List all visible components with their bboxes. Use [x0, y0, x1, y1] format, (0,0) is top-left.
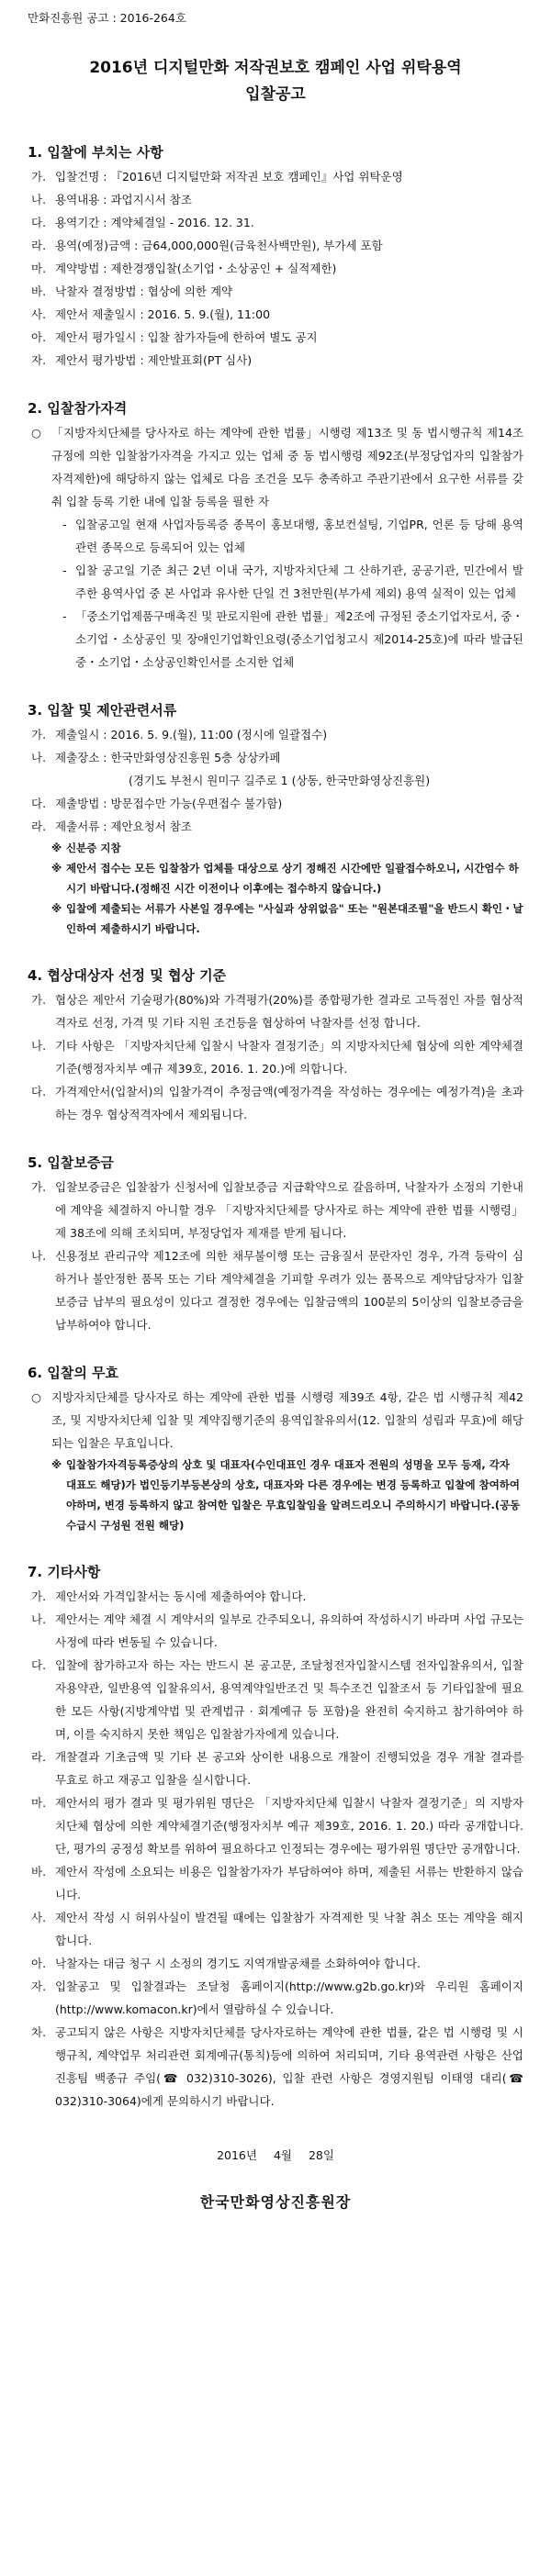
item-text: 개찰결과 기초금액 및 기타 본 공고와 상이한 내용으로 개찰이 진행되었을 경우 개찰 결과를 무효로 하고 재공고 입찰을 실시합니다. [55, 1750, 523, 1787]
lead-text: 지방자치단체를 당사자로 하는 계약에 관한 법률 시행령 제39조 4항, 같은 법 시행규칙 제42조, 및 지방자치단체 입찰 및 계약집행기준의 용역입찰유의서(12. 입찰의 성립과 무효)에 해당되는 입찰은 무효입니다. [51, 1390, 523, 1450]
section-invalid-bid [28, 1362, 523, 1535]
item-list [28, 792, 523, 838]
list-item [28, 211, 523, 234]
item-text: 제안서 제출일시 : 2016. 5. 9.(월), 11:00 [55, 307, 271, 321]
note-marker: ※ [51, 902, 62, 915]
item-marker: 바. [31, 1865, 47, 1879]
item-marker: 라. [31, 820, 47, 833]
item-text: 「중소기업제품구매촉진 및 판로지원에 관한 법률」제2조에 규정된 중소기업자로서, 중・소기업・소상공인 및 장애인기업확인요령(중소기업청고시 제2014-25호)에 따라 발급된 중・소기업・소상공인확인서를 소지한 업체 [75, 609, 523, 669]
item-text: 기타 사항은 「지방자치단체 입찰시 낙찰자 결정기준」의 지방자치단체 협상에 의한 계약체결기준(행정자치부 예규 제39호, 2016. 1. 20.)에 의합니다. [55, 1039, 523, 1076]
notice-date: 2016년 4월 28일 [217, 2148, 334, 2162]
list-item [28, 1608, 523, 1654]
list-item [28, 988, 523, 1034]
item-text: 제안서의 평가 결과 및 평가위원 명단은 「지방자치단체 입찰시 낙찰자 결정기준」의 지방자치단체 협상에 의한 계약체결기준(행정자치부 예규 제39호, 2016. 1. 20.) 따라 공개합니다. 단, 평가의 공정성 확보를 위하여 필요하다고 인정되는 경우에는 평가위원 명단만 공개합니다. [55, 1796, 523, 1856]
list-item [28, 1034, 523, 1080]
circle-bullet: ○ [31, 1390, 41, 1404]
item-text: 입찰공고 및 입찰결과는 조달청 홈페이지(http://www.g2b.go.kr)와 우리원 홈페이지(http://www.komacon.kr)에서 열람하실 수 있습니다. [55, 1979, 523, 2016]
item-marker: 다. [31, 216, 47, 229]
list-item [28, 234, 523, 257]
item-marker: 가. [31, 728, 47, 742]
item-text: 입찰보증금은 입찰참가 신청서에 입찰보증금 지급확약으로 갈음하며, 낙찰자가 소정의 기한내에 계약을 체결하지 아니할 경우 「지방자치단체를 당사자로 하는 계약에 관한 법률 시행령」제 38조에 의해 조치되며, 부정당업자 제재를 받게 됩니다. [55, 1180, 523, 1240]
item-text: 제안서와 가격입찰서는 동시에 제출하여야 합니다. [55, 1589, 307, 1603]
item-text: 제안서 작성에 소요되는 비용은 입찰참가자가 부담하여야 하며, 제출된 서류는 반환하지 않습니다. [55, 1865, 523, 1901]
item-list [28, 1176, 523, 1336]
item-marker: 자. [31, 1979, 47, 1993]
section-bid-bond [28, 1152, 523, 1336]
list-item [59, 605, 523, 674]
sub-item-list [28, 513, 523, 674]
item-marker: 가. [31, 1180, 47, 1194]
list-item [28, 165, 523, 188]
item-marker: 나. [31, 751, 47, 764]
section-heading: 5. 입찰보증금 [28, 1154, 114, 1171]
item-list [28, 165, 523, 372]
item-list [28, 723, 523, 769]
list-item [28, 1585, 523, 1608]
list-item [28, 1176, 523, 1244]
note-marker: ※ [51, 842, 62, 854]
item-text: 제출장소 : 한국만화영상진흥원 5층 상상카페 [55, 751, 281, 764]
list-item [28, 188, 523, 211]
list-item [28, 1975, 523, 2021]
note-text: 신분증 지참 [66, 842, 121, 854]
section-heading: 6. 입찰의 무효 [28, 1365, 119, 1381]
title-line-2: 입찰공고 [245, 85, 306, 104]
item-marker: 나. [31, 1249, 47, 1263]
item-text: 계약방법 : 제한경쟁입찰(소기업・소상공인 + 실적제한) [55, 262, 337, 275]
item-marker: 다. [31, 797, 47, 810]
lead-paragraph [28, 1386, 523, 1455]
note-text: 제안서 접수는 모든 입찰참가 업체를 대상으로 상기 정해진 시간에만 일괄접수하오니, 시간엄수 하시기 바랍니다.(정해진 시간 이전이나 이후에는 접수하지 않습니다.) [66, 862, 519, 895]
note-text: 입찰참가자격등록증상의 상호 및 대표자(수인대표인 경우 대표자 전원의 성명을 모두 등재, 각자 대표도 해당)가 법인등기부등본상의 상호, 대표자와 다른 경우에는 변경 등록하고 입찰에 참여하여야하며, 변경 등록하지 않고 참여한 입찰은 무효입찰임을 알려드리오니 주의하시기 바랍니다.(공동수급시 구성원 전원 해당) [66, 1458, 521, 1532]
item-marker: 사. [31, 1911, 47, 1924]
document-title [28, 55, 523, 108]
item-text: 제안서 작성 시 허위사실이 발견될 때에는 입찰참가 자격제한 및 낙찰 취소 또는 계약을 해지합니다. [55, 1911, 523, 1947]
list-item [28, 1952, 523, 1975]
item-marker: 가. [31, 1589, 47, 1603]
note-text: 입찰에 제출되는 서류가 사본일 경우에는 "사실과 상위없음" 또는 "원본대조필"을 반드시 확인・날인하여 제출하시기 바랍니다. [66, 902, 523, 935]
item-marker: 마. [31, 262, 47, 275]
item-marker: 가. [31, 170, 47, 184]
item-text: 신용정보 관리규약 제12조에 의한 채무불이행 또는 금융질서 문란자인 경우, 가격 등락이 심하거나 불안정한 품목 또는 기타 계약체결을 기피할 우려가 있는 품목으로 계약담당자가 입찰보증금 납부의 필요성이 있다고 결정한 경우에는 입찰금액의 100분의 5이상의 입찰보증금을 납부하여야 합니다. [55, 1249, 523, 1332]
item-text: 제안서는 계약 체결 시 계약서의 일부로 간주되오니, 유의하여 작성하시기 바라며 사업 규모는 사정에 따라 변동될 수 있습니다. [55, 1612, 523, 1649]
list-item [28, 1080, 523, 1126]
item-list [28, 988, 523, 1126]
list-item [28, 303, 523, 326]
item-marker: 바. [31, 284, 47, 298]
note [28, 838, 523, 858]
item-marker: 차. [31, 2025, 47, 2039]
section-heading: 4. 협상대상자 선정 및 협상 기준 [28, 967, 227, 984]
item-marker: 다. [31, 1085, 47, 1098]
item-text: 용역내용 : 과업지시서 참조 [55, 193, 192, 206]
item-marker: 다. [31, 1658, 47, 1672]
list-item [28, 1244, 523, 1336]
item-list [28, 1585, 523, 2113]
item-marker: 자. [31, 353, 47, 367]
list-item [28, 1791, 523, 1860]
list-item [28, 746, 523, 769]
section-heading: 2. 입찰참가자격 [28, 400, 128, 417]
section-heading: 1. 입찰에 부치는 사항 [28, 144, 163, 161]
item-text: 협상은 제안서 기술평가(80%)와 가격평가(20%)를 종합평가한 결과로 고득점인 자를 협상적격자로 선정, 가격 및 기타 지원 조건등을 협상하여 낙찰자를 선정 합니다. [55, 993, 523, 1030]
item-marker: 아. [31, 330, 47, 344]
lead-text: 「지방자치단체를 당사자로 하는 계약에 관한 법률」시행령 제13조 및 동 법시행규칙 제14조 규정에 의한 입찰참가자격을 가지고 있는 업체 중 동 법시행령 제92조(부정당업자의 입찰참가자격제한)에 해당하지 않는 업체로 다음 조건을 모두 충족하고 주관기관에서 요구한 서류를 갖춰 입찰 등록 기한 내에 입찰 등록을 필한 자 [51, 426, 523, 508]
note [28, 858, 523, 898]
section-heading: 3. 입찰 및 제안관련서류 [28, 702, 177, 719]
item-text: 제출일시 : 2016. 5. 9.(월), 11:00 (정시에 일괄접수) [55, 728, 328, 742]
item-marker: - [62, 518, 67, 531]
list-item [59, 513, 523, 559]
item-marker: 아. [31, 1957, 47, 1970]
item-text: 용역기간 : 계약체결일 - 2016. 12. 31. [55, 216, 254, 229]
section-heading: 7. 기타사항 [28, 1564, 101, 1580]
item-marker: 라. [31, 239, 47, 252]
item-text: 가격제안서(입찰서)의 입찰가격이 추정금액(예정가격을 작성하는 경우에는 예정가격)을 초과하는 경우 협상적격자에서 제외됩니다. [55, 1085, 523, 1121]
lead-paragraph [28, 421, 523, 513]
item-text: 입찰공고일 현재 사업자등록증 종목이 홍보대행, 홍보컨설팅, 기업PR, 언론 등 당해 용역 관련 종목으로 등록되어 있는 업체 [75, 518, 523, 554]
item-text: 낙찰자는 대금 청구 시 소정의 경기도 지역개발공채를 소화하여야 합니다. [55, 1957, 422, 1970]
item-marker: - [62, 609, 67, 623]
list-item [28, 326, 523, 349]
item-text: 제안서 평가일시 : 입찰 참가자들에 한하여 별도 공지 [55, 330, 318, 344]
list-item [28, 2021, 523, 2113]
list-item [28, 723, 523, 746]
list-item [59, 559, 523, 605]
item-marker: 마. [31, 1796, 47, 1810]
note-marker: ※ [51, 1458, 62, 1471]
note [28, 898, 523, 939]
item-marker: 나. [31, 193, 47, 206]
place-address: (경기도 부천시 원미구 길주로 1 (상동, 한국만화영상진흥원) [129, 774, 431, 787]
list-item [28, 257, 523, 280]
item-text: 낙찰자 결정방법 : 협상에 의한 계약 [55, 284, 233, 298]
list-item [28, 815, 523, 838]
item-text: 입찰에 참가하고자 하는 자는 반드시 본 공고문, 조달청전자입찰시스템 전자입찰유의서, 입찰자용약관, 일반용역 입찰유의서, 용역계약일반조건 및 특수조건 입찰조서 등 기타입찰에 필요한 모든 사항(지방계약법 및 관계법규 · 회계예규 등 포함)을 완전히 숙지하고 참가하여야 하며, 이를 숙지하지 못한 책임은 입찰참가자에게 있습니다. [55, 1658, 523, 1741]
item-text: 용역(예정)금액 : 금64,000,000원(금육천사백만원), 부가세 포함 [55, 239, 383, 252]
section-negotiation [28, 965, 523, 1126]
issuer-name: 한국만화영상진흥원장 [199, 2193, 352, 2211]
circle-bullet: ○ [31, 426, 41, 440]
item-text: 공고되지 않은 사항은 지방자치단체를 당사자로하는 계약에 관한 법률, 같은 법 시행령 및 시행규칙, 계약업무 처리관련 회계예규(통칙)등에 의하여 처리되며, 기타 용역관련 사항은 산업진흥팀 백종규 주임(☎ 032)310-3026), 입찰 관련 사항은 경영지원팀 이태영 대리(☎ 032)310-3064)에게 문의하시기 바랍니다. [55, 2025, 523, 2108]
item-marker: 가. [31, 993, 47, 1007]
item-marker: 나. [31, 1039, 47, 1053]
list-item [28, 349, 523, 372]
list-item [28, 1745, 523, 1791]
section-misc [28, 1561, 523, 2113]
item-marker: 나. [31, 1612, 47, 1626]
item-text: 제출서류 : 제안요청서 참조 [55, 820, 192, 833]
note-marker: ※ [51, 862, 62, 875]
item-text: 입찰건명 : 『2016년 디지털만화 저작권 보호 캠페인』사업 위탁운영 [55, 170, 403, 184]
title-line-1: 2016년 디지털만화 저작권보호 캠페인 사업 위탁용역 [89, 59, 462, 77]
list-item [28, 280, 523, 303]
item-marker: - [62, 563, 67, 577]
list-item [28, 1860, 523, 1906]
note [28, 1455, 523, 1535]
item-marker: 사. [31, 307, 47, 321]
section-documents [28, 699, 523, 939]
item-marker: 라. [31, 1750, 47, 1764]
notice-number: 만화진흥원 공고 : 2016-264호 [28, 11, 186, 25]
item-text: 입찰 공고일 기준 최근 2년 이내 국가, 지방자치단체 그 산하기관, 공공기관, 민간에서 발주한 용역사업 중 본 사업과 유사한 단일 건 3천만원(부가세 제외) 용역 실적이 있는 업체 [75, 563, 523, 600]
list-item [28, 1654, 523, 1745]
list-item [28, 1906, 523, 1952]
section-qualification [28, 397, 523, 674]
list-item [28, 792, 523, 815]
item-text: 제안서 평가방법 : 제안발표회(PT 심사) [55, 353, 253, 367]
note-list [28, 838, 523, 939]
item-text: 제출방법 : 방문접수만 가능(우편접수 불가함) [55, 797, 283, 810]
section-bid-items [28, 141, 523, 372]
